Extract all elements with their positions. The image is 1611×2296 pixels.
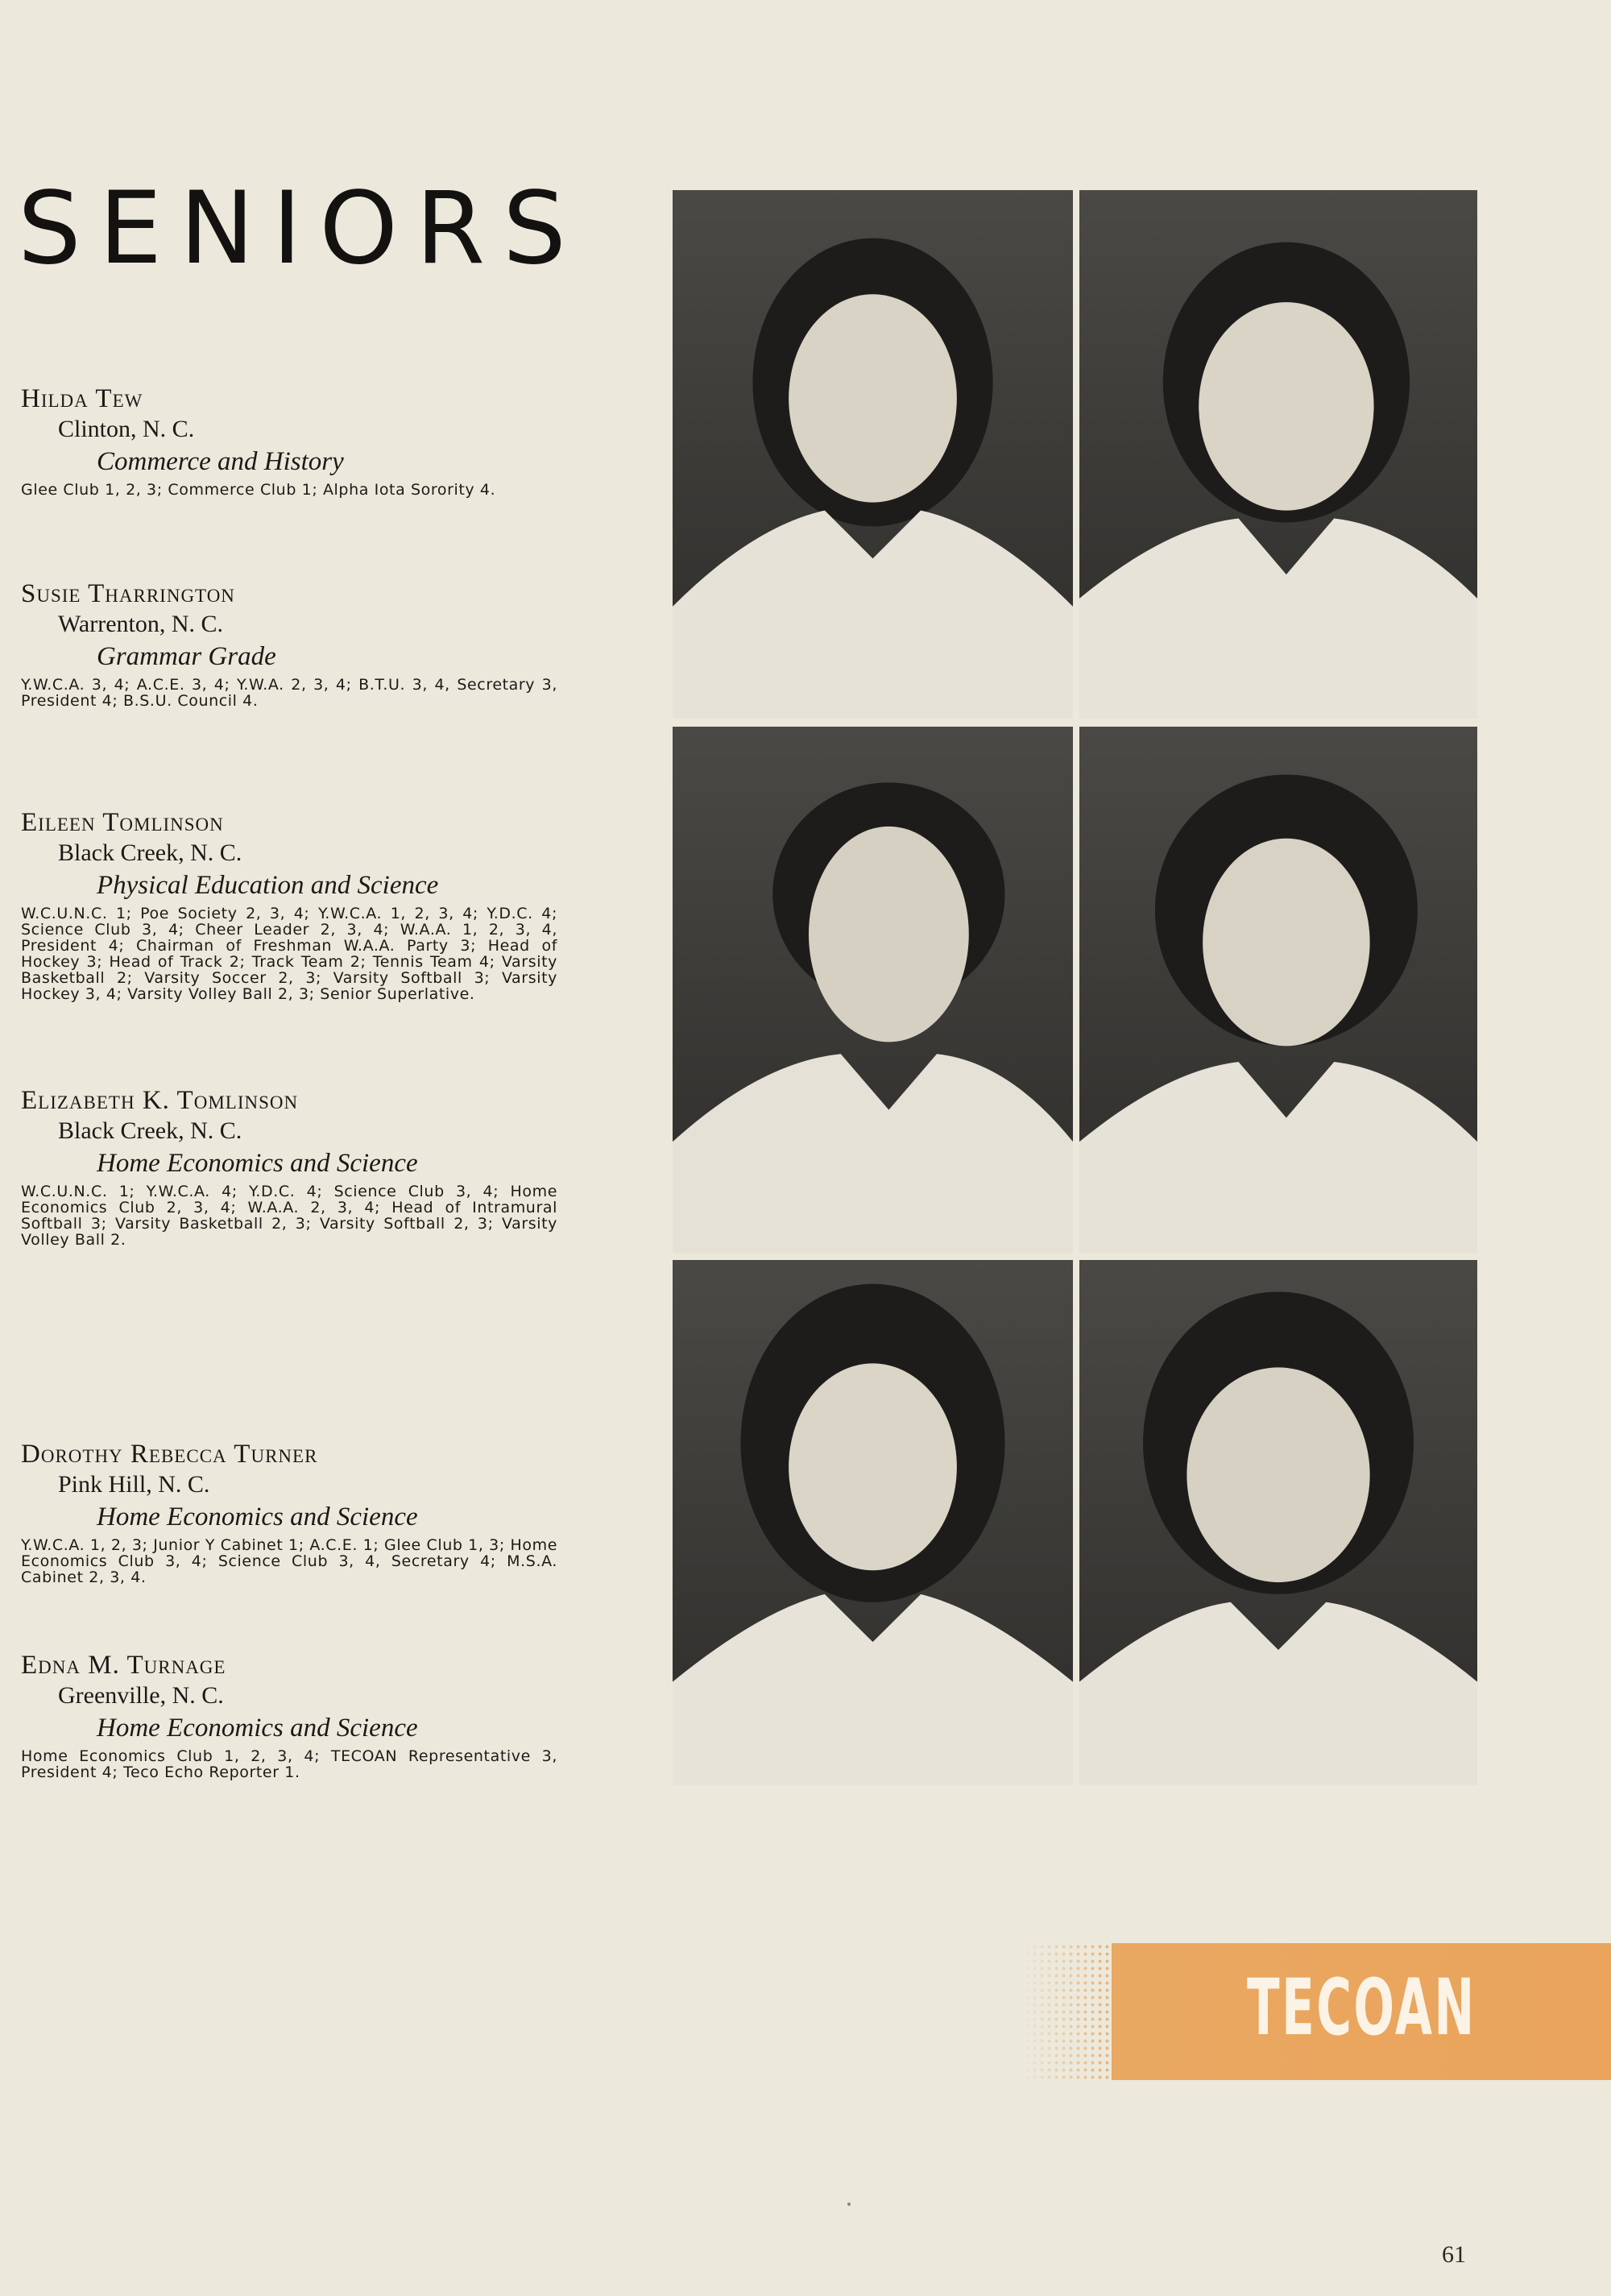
senior-activities: Glee Club 1, 2, 3; Commerce Club 1; Alpha Iota Sorority 4. <box>21 481 496 499</box>
senior-hometown: Black Creek, N. C. <box>58 839 242 866</box>
senior-activities: W.C.U.N.C. 1; Poe Society 2, 3, 4; Y.W.C.A. 1, 2, 3, 4; Y.D.C. 4; Science Club 3, 4; Cheer Leader 2, 3, 4; W.A.A. 1, 2, 3, 4, President 4; Chairman of Freshman W.A.A. Party 3; Head of Hockey 3; Head of Track 2; Track Team 2; Tennis Team 4; Varsity Basketball 2; Varsity Soccer 2, 3; Varsity Softball 3; Varsity Hockey 3, 4; Varsity Volley Ball 2, 3; Senior Superlative. <box>21 905 557 1003</box>
page-title: SENIORS <box>18 171 584 287</box>
senior-hometown: Warrenton, N. C. <box>58 611 224 637</box>
senior-major: Grammar Grade <box>97 642 276 671</box>
senior-major: Home Economics and Science <box>97 1714 418 1743</box>
senior-activities: Home Economics Club 1, 2, 3, 4; TECOAN Representative 3, President 4; Teco Echo Reporter 1. <box>21 1747 557 1781</box>
portrait-photo <box>1079 190 1477 719</box>
portrait-photo <box>673 190 1073 719</box>
senior-major: Commerce and History <box>97 447 344 476</box>
senior-name: Elizabeth K. Tomlinson <box>21 1086 299 1115</box>
senior-hometown: Clinton, N. C. <box>58 416 195 442</box>
senior-major: Home Economics and Science <box>97 1149 418 1178</box>
senior-hometown: Greenville, N. C. <box>58 1682 224 1709</box>
senior-entry <box>21 383 557 498</box>
senior-major: Home Economics and Science <box>97 1502 418 1531</box>
portrait-photo <box>1079 1260 1477 1785</box>
page-number: 61 <box>1442 2241 1466 2268</box>
tecoan-banner <box>1112 1943 1611 2080</box>
senior-entry <box>21 1439 557 1585</box>
senior-name: Edna M. Turnage <box>21 1651 226 1680</box>
senior-name: Susie Tharrington <box>21 579 235 608</box>
portrait-photo <box>1079 727 1477 1254</box>
senior-major: Physical Education and Science <box>97 871 439 900</box>
senior-activities: W.C.U.N.C. 1; Y.W.C.A. 4; Y.D.C. 4; Science Club 3, 4; Home Economics Club 2, 3, 4; W.A.A. 2, 3, 4; Head of Intramural Softball 3; Varsity Basketball 2, 3; Varsity Softball 2, 3; Varsity Volley Ball 2. <box>21 1183 557 1249</box>
senior-activities: Y.W.C.A. 3, 4; A.C.E. 3, 4; Y.W.A. 2, 3, 4; B.T.U. 3, 4, Secretary 3, President 4; B.S.U. Council 4. <box>21 676 557 710</box>
senior-hometown: Pink Hill, N. C. <box>58 1471 210 1498</box>
portrait-photo <box>673 1260 1073 1785</box>
senior-activities: Y.W.C.A. 1, 2, 3; Junior Y Cabinet 1; A.C.E. 1; Glee Club 1, 3; Home Economics Club 3, 4; Science Club 3, 4, Secretary 4; M.S.A. Cabinet 2, 3, 4. <box>21 1536 557 1586</box>
senior-entry <box>21 1650 557 1780</box>
portrait-photo <box>673 727 1073 1254</box>
senior-name: Eileen Tomlinson <box>21 808 224 837</box>
banner-text: TECOAN <box>1247 1962 1476 2053</box>
speck <box>847 2203 851 2206</box>
senior-name: Dorothy Rebecca Turner <box>21 1440 318 1469</box>
senior-entry <box>21 807 557 1002</box>
senior-name: Hilda Tew <box>21 384 143 413</box>
senior-entry <box>21 578 557 709</box>
senior-hometown: Black Creek, N. C. <box>58 1117 242 1144</box>
senior-entry <box>21 1085 557 1248</box>
